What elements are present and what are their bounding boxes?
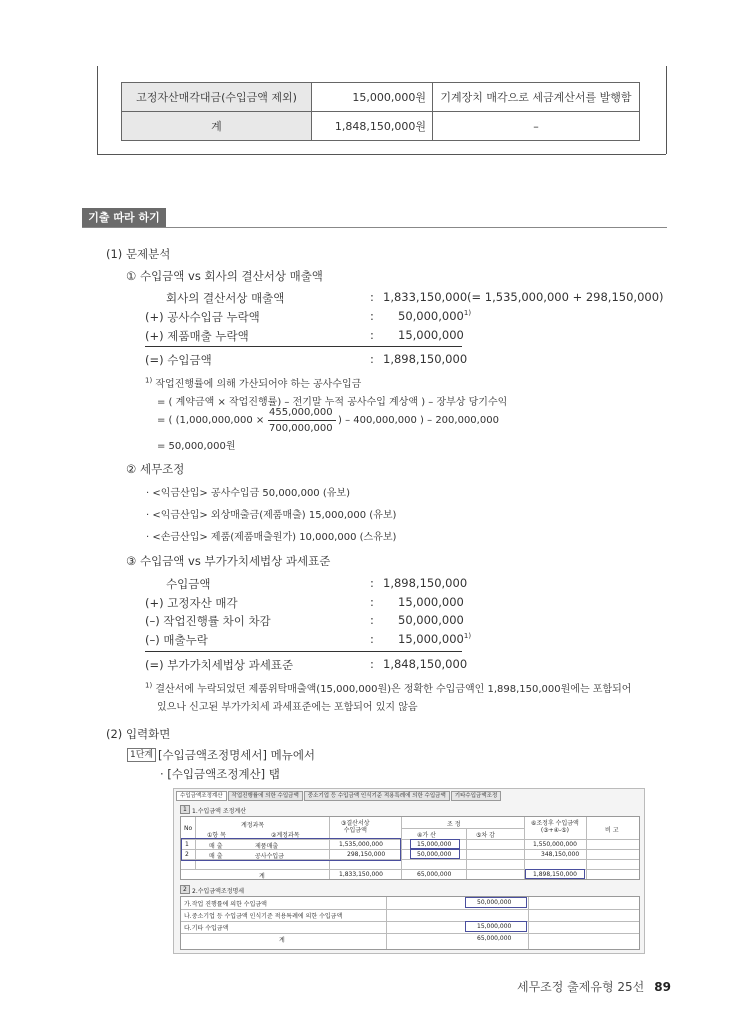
sec2-title: 2.수입금액조정명세 [192, 888, 245, 895]
fraction-bar [268, 420, 336, 421]
sum-rule [145, 651, 462, 652]
tab-sme-revenue[interactable]: 중소기업 등 수입금액 인식기준 적용특례에 의한 수입금액 [304, 791, 450, 801]
step-text: [수입금액조정명세서] 메뉴에서 [158, 748, 316, 762]
s1-row-label: (=) 수입금액 [145, 353, 212, 367]
note2-line1 [145, 680, 631, 695]
s3-row-value: 1,898,150,000 [383, 576, 468, 590]
table-row [122, 83, 640, 112]
header-item: ①항 목 [207, 832, 226, 839]
note1-title [145, 375, 361, 390]
row-add[interactable]: 15,000,000 [417, 841, 452, 848]
grid-line [466, 828, 467, 879]
total-label: 계 [259, 873, 265, 880]
table-cell-amount: 15,000,000원 [312, 83, 433, 112]
table-cell-amount: 1,848,150,000원 [312, 112, 433, 141]
s1-row-colon: : [370, 309, 374, 323]
table-cell-note: 기계장치 매각으로 세금계산서를 발행함 [433, 83, 640, 112]
frame-right-border [666, 66, 667, 154]
grid-line [401, 828, 524, 829]
sec1-number: 1 [180, 805, 190, 814]
s2-item: · <익금산입> 공사수입금 50,000,000 (유보) [146, 488, 350, 499]
detail-total-value: 65,000,000 [477, 935, 512, 942]
s3-row-value: 50,000,000 [398, 613, 464, 627]
screen-tabs [176, 791, 502, 801]
note1-line3: = 50,000,000원 [157, 441, 236, 452]
header-acct-name: ②계정과목 [271, 832, 300, 839]
row-after: 1,550,000,000 [533, 841, 577, 848]
tab-revenue-adjust[interactable]: 수입금액조정계산 [176, 791, 227, 801]
footnote-mark: 1) [145, 681, 153, 690]
sum-rule [145, 346, 462, 347]
header-adjust: 조 정 [447, 821, 461, 828]
header-no: No [184, 825, 193, 832]
total-after: 1,898,150,000 [533, 871, 577, 878]
row-acct[interactable]: 공사수입금 [255, 853, 284, 860]
s1-row-colon: : [370, 328, 374, 342]
s1-row-colon: : [370, 290, 374, 304]
page-number: 89 [654, 980, 671, 994]
s2-title: ② 세무조정 [126, 462, 185, 476]
s1-title: ① 수입금액 vs 회사의 결산서상 매출액 [126, 269, 323, 283]
fraction-numerator: 455,000,000 [269, 407, 333, 418]
s3-row-label: (=) 부가가치세법상 과세표준 [145, 658, 294, 672]
detail-grid [180, 896, 640, 950]
note1-line2-post: ) – 400,000,000 ) – 200,000,000 [338, 415, 499, 426]
detail-value: 50,000,000 [477, 899, 512, 906]
note1-line1: = ( 계약금액 × 작업진행률) – 전기말 누적 공사수입 계상액 ) – 장부상 당기수익 [157, 397, 508, 408]
note2-line2: 있으나 신고된 부가가치세 과세표준에는 포함되어 있지 않음 [157, 702, 418, 713]
s3-row-value: 1,848,150,000 [383, 657, 468, 671]
row-after: 348,150,000 [541, 851, 580, 858]
header-settled: ③결산서상 수입금액 [341, 820, 370, 834]
header-add: ④가 산 [417, 832, 436, 839]
header-remark: 비 고 [605, 827, 619, 834]
s3-row-label: 수입금액 [166, 577, 211, 591]
section-tag: 기출 따라 하기 [82, 208, 166, 227]
row-item: 매 출 [209, 853, 223, 860]
detail-label: 다.기타 수입금액 [184, 925, 229, 932]
frame-bottom-border [97, 154, 666, 155]
s3-row-colon: : [370, 576, 374, 590]
row-item: 매 출 [209, 843, 223, 850]
table-cell-note: – [433, 112, 640, 141]
detail-label: 나.중소기업 등 수입금액 인식기준 적용특례에 의한 수입금액 [184, 913, 343, 920]
s3-row-value [398, 632, 471, 646]
highlight-add-2 [410, 849, 460, 859]
s1-row-extra: (= 1,535,000,000 + 298,150,000) [467, 290, 664, 304]
s3-row-colon: : [370, 657, 374, 671]
note1-title-text: 작업진행률에 의해 가산되어야 하는 공사수입금 [155, 379, 362, 390]
part1-heading: (1) 문제분석 [106, 247, 171, 261]
grid-line [586, 817, 587, 879]
row-no: 1 [185, 841, 189, 848]
table-cell-label: 계 [122, 112, 312, 141]
s3-row-label: (–) 매출누락 [145, 633, 208, 647]
sec1-title: 1.수입금액 조정계산 [192, 808, 247, 815]
s3-row-value: 15,000,000 [398, 595, 464, 609]
top-table [121, 82, 640, 141]
footnote-mark: 1) [463, 309, 472, 318]
s1-row-value: 1,833,150,000 [383, 290, 468, 304]
detail-value: 15,000,000 [477, 923, 512, 930]
step-sub: · [수입금액조정계산] 탭 [160, 767, 280, 781]
grid-line [181, 921, 639, 922]
s1-row-colon: : [370, 352, 374, 366]
step-tag: 1단계 [127, 748, 156, 762]
sec2-number: 2 [180, 885, 190, 894]
footnote-mark: 1) [463, 632, 472, 641]
s1-row-value-text: 50,000,000 [398, 309, 464, 323]
row-settled[interactable]: 298,150,000 [347, 851, 386, 858]
footnote-mark: 1) [145, 376, 153, 385]
highlight-other-value [465, 921, 527, 932]
frame-left-border [97, 66, 98, 154]
s3-row-colon: : [370, 595, 374, 609]
tab-progress-revenue[interactable]: 작업진행률에 의한 수입금액 [228, 791, 303, 801]
highlight-add-1 [410, 839, 460, 849]
fraction-denominator: 700,000,000 [269, 423, 333, 434]
part2-heading: (2) 입력화면 [106, 727, 171, 741]
detail-label: 가.작업 진행률에 의한 수입금액 [184, 901, 267, 908]
s2-item: · <손금산입> 제품(제품매출원가) 10,000,000 (스유보) [146, 532, 397, 543]
header-after: ⑥조정후 수입금액 (③+④-⑤) [531, 820, 579, 834]
header-account: 계정과목 [241, 822, 265, 829]
footer-title: 세무조정 출제유형 25선 [517, 980, 645, 994]
s1-row-label: 회사의 결산서상 매출액 [166, 291, 285, 305]
note2-line1-text: 결산서에 누락되었던 제품위탁매출액(15,000,000원)은 정확한 수입금액인 1,898,150,000원에는 포함되어 [155, 684, 632, 695]
table-cell-label: 고정자산매각대금(수입금액 제외) [122, 83, 312, 112]
highlight-rows [181, 838, 401, 861]
row-acct[interactable]: 제품매출 [255, 843, 279, 850]
highlight-progress-value [465, 897, 527, 908]
grid-line [386, 897, 387, 949]
highlight-total-after [525, 869, 585, 879]
row-add[interactable]: 50,000,000 [417, 851, 452, 858]
s1-row-value [398, 309, 471, 323]
grid-line [401, 817, 402, 879]
grid-line [181, 909, 639, 910]
s3-row-label: (+) 고정자산 매각 [145, 596, 238, 610]
s1-row-value: 1,898,150,000 [383, 352, 468, 366]
section-divider [82, 227, 667, 228]
input-screen-screenshot [173, 788, 645, 954]
s2-item: · <익금산입> 외상매출금(제품매출) 15,000,000 (유보) [146, 510, 397, 521]
s3-row-colon: : [370, 632, 374, 646]
s3-row-label: (–) 작업진행률 차이 차감 [145, 614, 271, 628]
s1-row-value: 15,000,000 [398, 328, 464, 342]
table-row [122, 112, 640, 141]
total-add: 65,000,000 [417, 871, 452, 878]
s3-row-value-text: 15,000,000 [398, 632, 464, 646]
header-sub: ⑤차 감 [476, 832, 495, 839]
s3-row-colon: : [370, 613, 374, 627]
grid-line [181, 933, 639, 934]
row-settled[interactable]: 1,535,000,000 [339, 841, 383, 848]
total-settled: 1,833,150,000 [339, 871, 383, 878]
note1-line2-pre: = ( (1,000,000,000 × [157, 415, 265, 426]
s3-title: ③ 수입금액 vs 부가가치세법상 과세표준 [126, 554, 331, 568]
s1-row-label: (+) 공사수입금 누락액 [145, 310, 260, 324]
row-no: 2 [185, 851, 189, 858]
adjust-grid [180, 816, 640, 880]
grid-line [528, 897, 529, 949]
page-footer [517, 978, 671, 995]
s1-row-label: (+) 제품매출 누락액 [145, 329, 249, 343]
detail-total-label: 계 [279, 937, 285, 944]
tab-other-revenue[interactable]: 기타수입금액조정 [451, 791, 502, 801]
